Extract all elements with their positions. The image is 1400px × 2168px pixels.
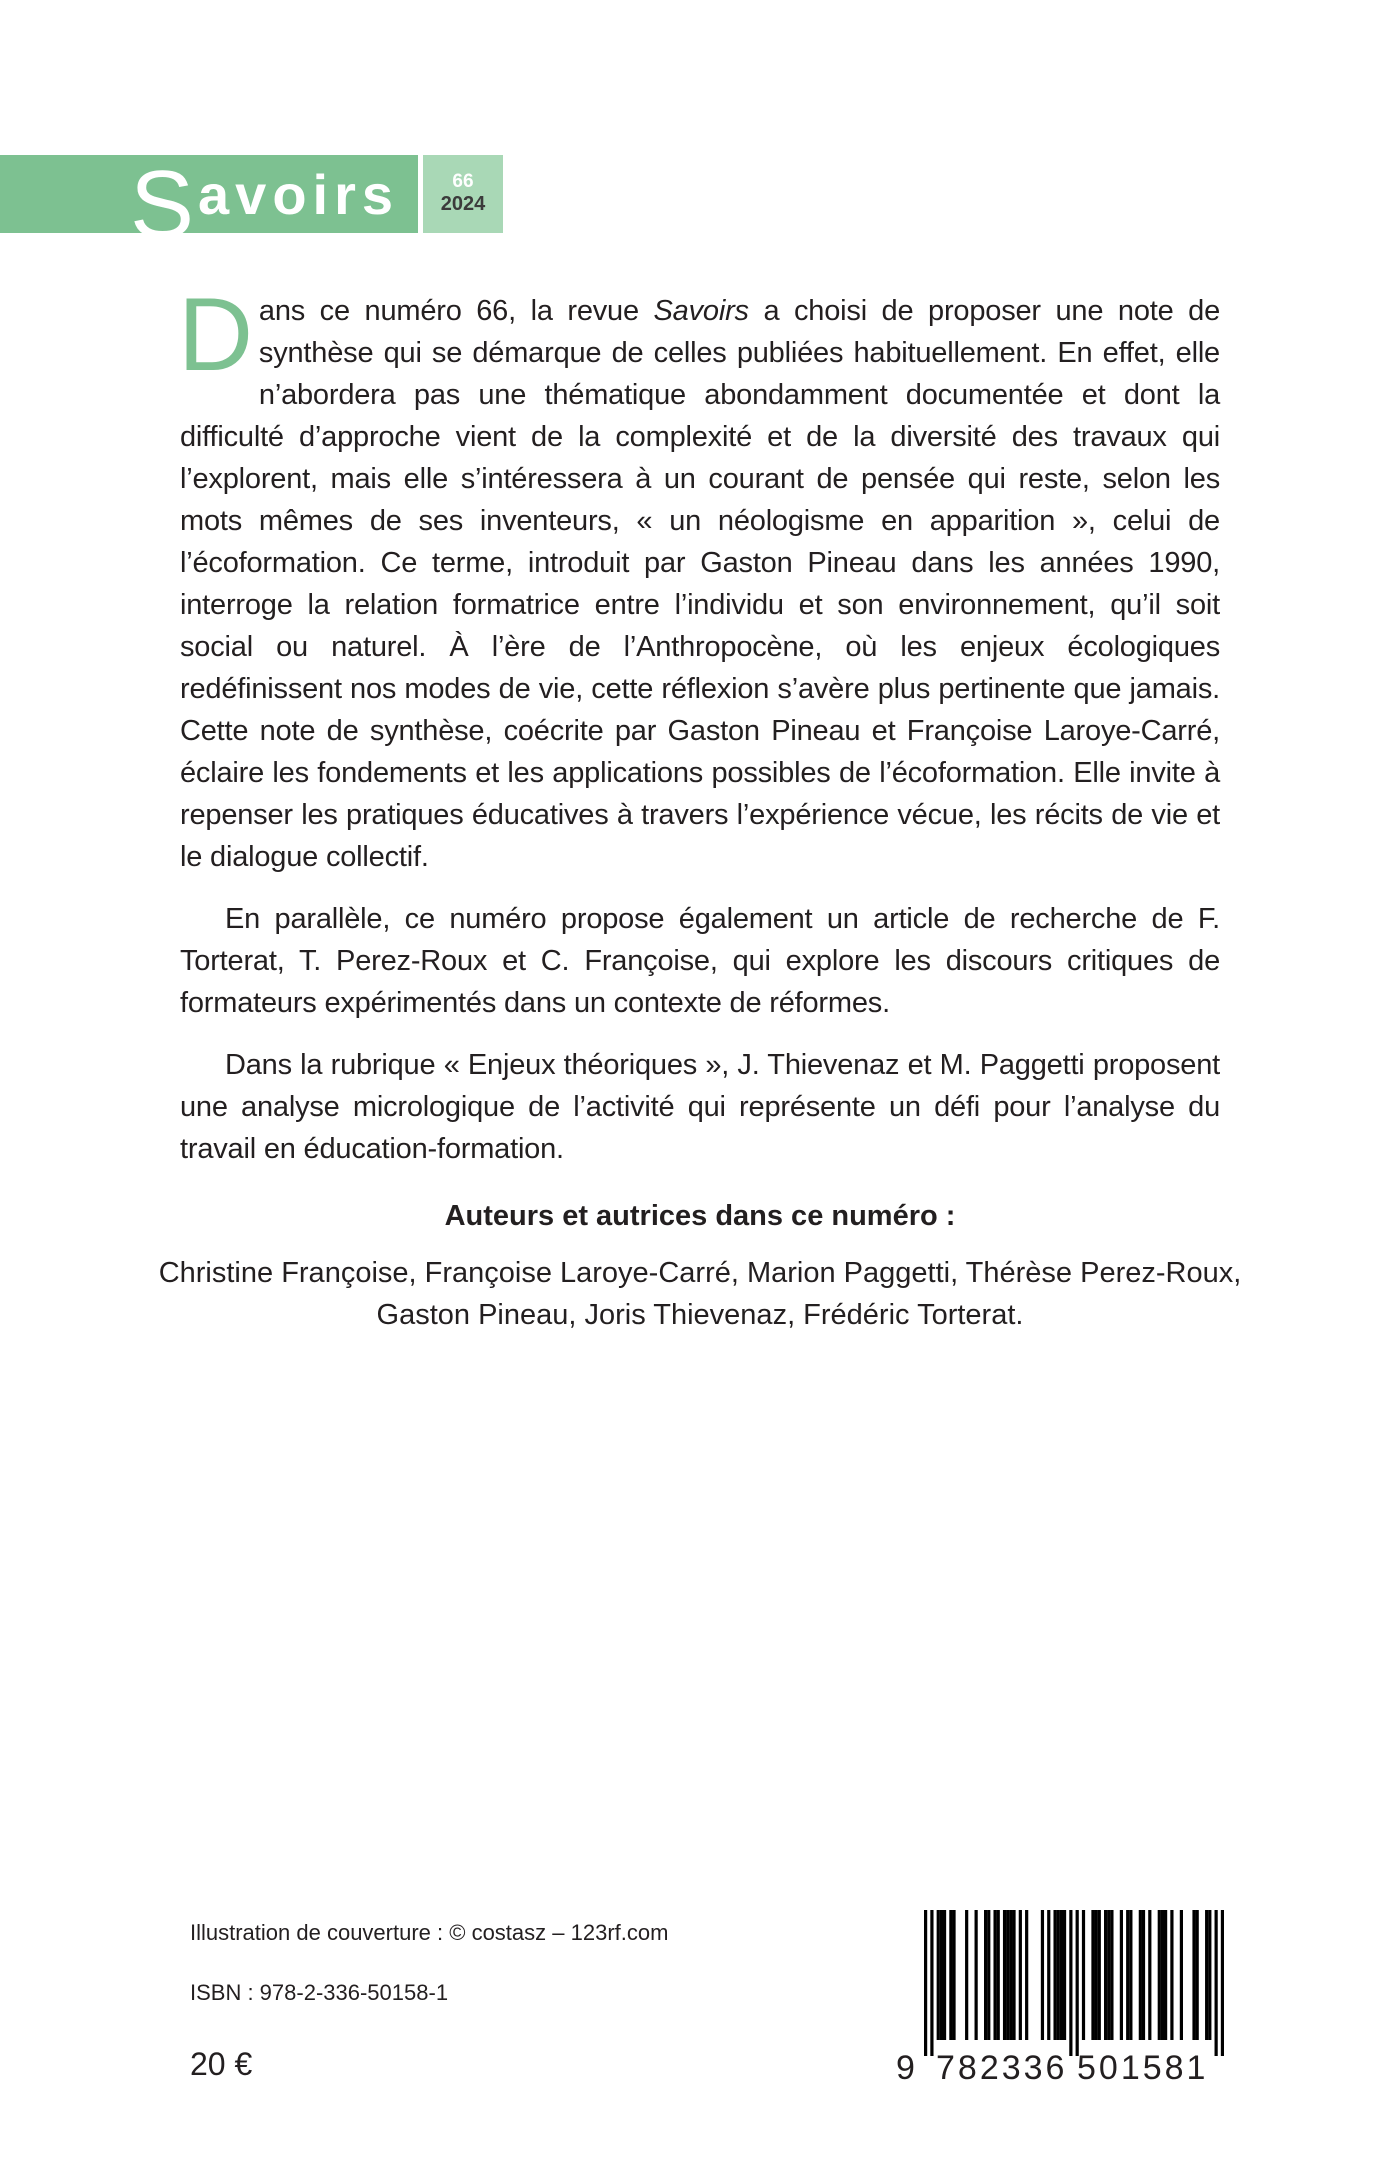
barcode-bar xyxy=(1082,1910,1085,2040)
barcode-bar xyxy=(1076,1910,1079,2056)
barcode-bar xyxy=(1170,1910,1173,2040)
cover-illustration-credit: Illustration de couverture : © costasz – 123rf.com xyxy=(190,1920,669,1945)
barcode-bar xyxy=(965,1910,968,2040)
barcode-bar xyxy=(940,1910,943,2040)
barcode-bar xyxy=(1057,1910,1060,2040)
journal-title xyxy=(130,151,400,258)
barcode-bar xyxy=(1053,1910,1056,2040)
barcode-digits xyxy=(890,2048,1230,2088)
authors-list xyxy=(150,1252,1250,1336)
barcode-bar xyxy=(993,1910,996,2040)
drop-cap: D xyxy=(178,277,253,393)
barcode-bar xyxy=(1104,1910,1107,2040)
barcode-bar xyxy=(1192,1910,1195,2040)
barcode-bar xyxy=(1139,1910,1142,2040)
authors-line-1: Christine Françoise, Françoise Laroye-Carré, Marion Paggetti, Thérèse Perez-Roux, xyxy=(158,1257,1242,1289)
barcode-bar xyxy=(1063,1910,1066,2040)
barcode-bar xyxy=(1091,1910,1094,2040)
barcode-bar xyxy=(1012,1910,1015,2040)
paragraph-research-article: En parallèle, ce numéro propose également un article de recherche de F. Torterat, T. Perez-Roux et C. Françoise, qui explore les discours critiques de formateurs expérimentés dans un contexte de réformes. xyxy=(180,903,1220,1019)
barcode-bar xyxy=(930,1910,933,2056)
back-cover-text xyxy=(178,277,1220,1170)
barcode-bar xyxy=(1009,1910,1012,2040)
paragraph-theoretical-issues: Dans la rubrique « Enjeux théoriques », J. Thievenaz et M. Paggetti proposent une analyse micrologique de l’activité qui représente un défi pour l’analyse du travail en éducation-formation. xyxy=(180,1049,1220,1165)
barcode-bar xyxy=(1047,1910,1050,2040)
barcode-bar xyxy=(1205,1910,1208,2040)
barcode-bar xyxy=(952,1910,955,2040)
barcode-bar xyxy=(1060,1910,1063,2040)
barcode-bar xyxy=(1006,1910,1009,2040)
barcode-bar xyxy=(1142,1910,1145,2040)
barcode-bar xyxy=(1161,1910,1164,2040)
barcode-digits-right: 501581 xyxy=(1077,2049,1209,2087)
barcode-bars-icon xyxy=(924,1910,1224,2056)
barcode-bar xyxy=(924,1910,927,2056)
barcode-bar xyxy=(1095,1910,1098,2040)
barcode-digits-left: 782336 xyxy=(936,2049,1068,2087)
barcode-bar xyxy=(997,1910,1000,2040)
journal-title-initial: S xyxy=(130,151,195,258)
barcode-bar xyxy=(987,1910,990,2040)
journal-name-italic: Savoirs xyxy=(653,295,749,327)
barcode-bar xyxy=(1019,1910,1022,2040)
paragraph-intro-part2: a choisi de proposer une note de synthèse qui se démarque de celles publiées habituellement. En effet, elle n’abordera pas une thématique abondamment documentée et dont la difficulté d’approche vient de la complexité et de la diversité des travaux qui l’explorent, mais elle s’intéressera à un courant de pensée qui reste, selon les mots mêmes de ses inventeurs, « un néologisme en apparition », celui de l’écoformation. Ce terme, introduit par Gaston Pineau dans les années 1990, interroge la relation formatrice entre l’individu et son environnement, qu’il soit social ou naturel. À l’ère de l’Anthropocène, où les enjeux écologiques redéfinissent nos modes de vie, cette réflexion s’avère plus pertinente que jamais. Cette note de synthèse, coécrite par Gaston Pineau et Françoise Laroye-Carré, éclaire les fondements et les applications possibles de l’écoformation. Elle invite à repenser les pratiques éducatives à travers l’expérience vécue, les récits de vie et le dialogue collectif. xyxy=(180,295,1220,873)
paragraph-intro-part1: ans ce numéro 66, la revue xyxy=(258,295,654,327)
barcode-bar xyxy=(1164,1910,1167,2040)
isbn: ISBN : 978-2-336-50158-1 xyxy=(190,1980,449,2005)
barcode-bar xyxy=(937,1910,940,2040)
issue-box xyxy=(423,155,503,233)
barcode-bar xyxy=(1025,1910,1028,2040)
barcode-bar xyxy=(1110,1910,1113,2040)
barcode-bar xyxy=(1069,1910,1072,2056)
barcode-bar xyxy=(943,1910,946,2040)
barcode-bar xyxy=(1120,1910,1123,2040)
barcode-bar xyxy=(1148,1910,1151,2040)
issue-year: 2024 xyxy=(440,193,486,215)
barcode-bar xyxy=(1098,1910,1101,2040)
barcode-bar xyxy=(1215,1910,1218,2056)
authors-heading: Auteurs et autrices dans ce numéro : xyxy=(444,1200,956,1232)
barcode xyxy=(890,1910,1230,2086)
barcode-bar xyxy=(1221,1910,1224,2056)
barcode-bar xyxy=(1126,1910,1129,2040)
barcode-bar xyxy=(984,1910,987,2040)
authors-line-2: Gaston Pineau, Joris Thievenaz, Frédéric Torterat. xyxy=(376,1299,1024,1331)
barcode-bar xyxy=(1196,1910,1199,2040)
journal-masthead xyxy=(0,151,418,258)
barcode-bar xyxy=(1158,1910,1161,2040)
paragraph-intro xyxy=(178,277,1220,878)
issue-number: 66 xyxy=(452,171,474,192)
barcode-bar xyxy=(1041,1910,1044,2040)
journal-title-rest: avoirs xyxy=(198,163,400,226)
barcode-bar xyxy=(1107,1910,1110,2040)
barcode-bar xyxy=(949,1910,952,2040)
price: 20 € xyxy=(190,2046,253,2082)
barcode-bar xyxy=(1003,1910,1006,2040)
barcode-bar xyxy=(1208,1910,1211,2040)
barcode-digit-first: 9 xyxy=(896,2049,915,2087)
barcode-bar xyxy=(975,1910,978,2040)
barcode-bar xyxy=(1180,1910,1183,2040)
barcode-bar xyxy=(1129,1910,1132,2040)
